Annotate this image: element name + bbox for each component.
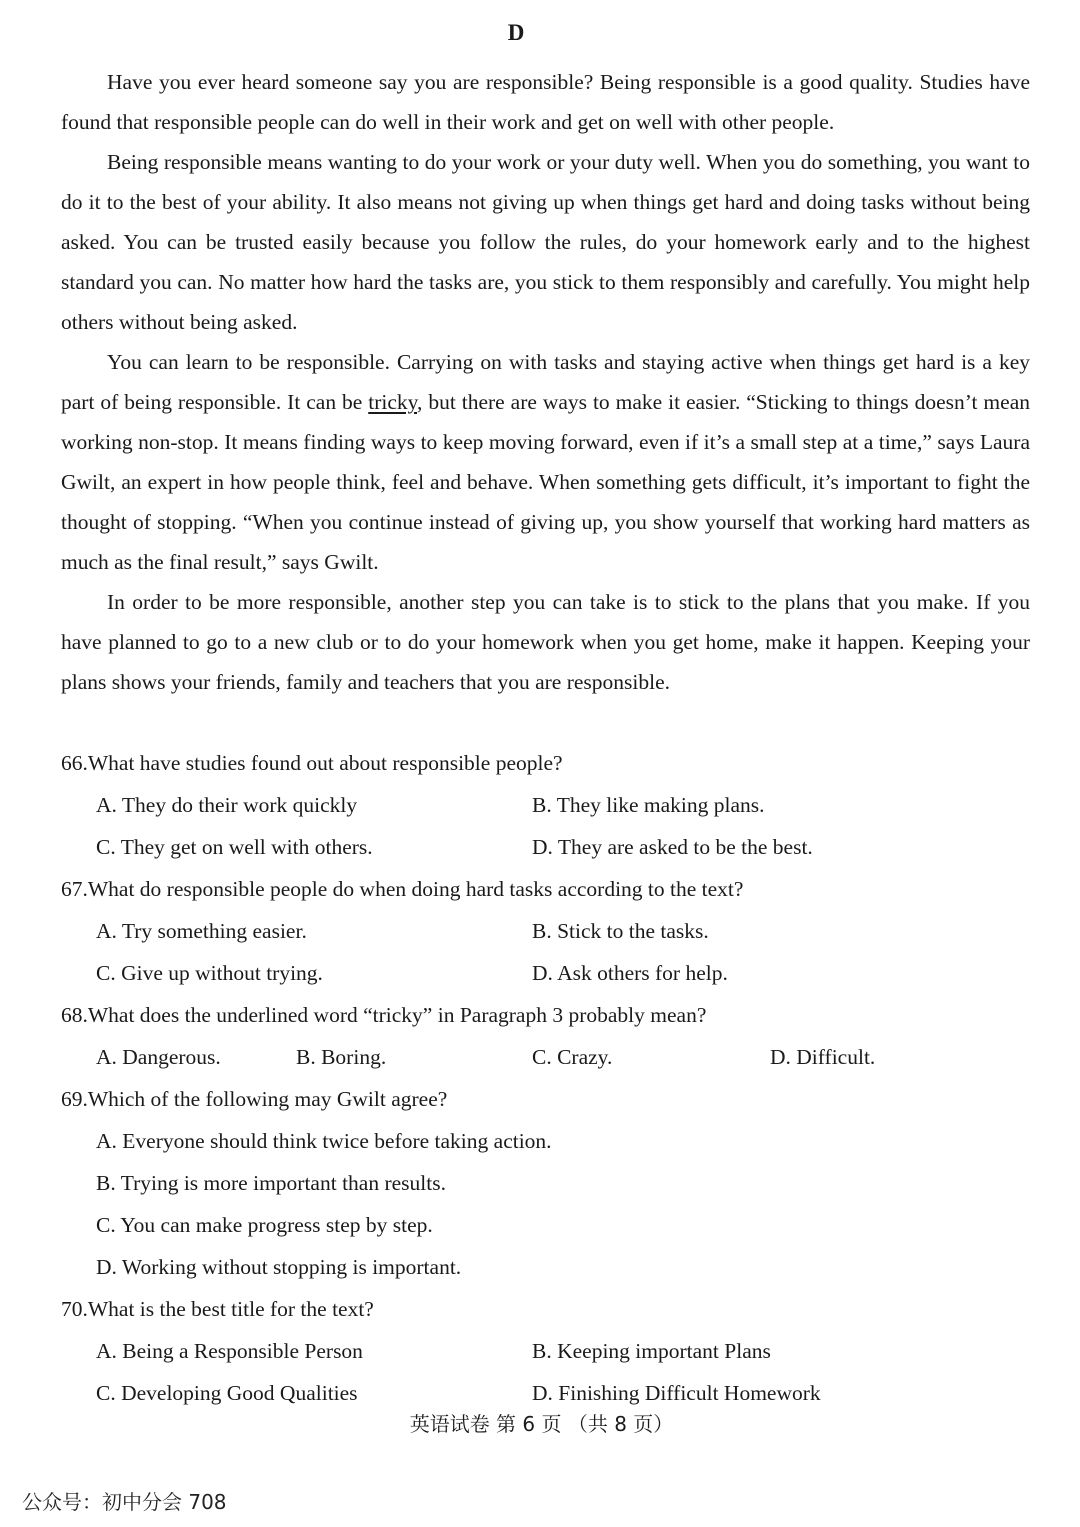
options-row [61,1120,1030,1162]
options-row [61,1162,1030,1204]
page-footer: 英语试卷 第 6 页 （共 8 页） [409,1412,674,1436]
option-a: A. Being a Responsible Person [96,1339,363,1363]
option-b: B. Keeping important Plans [532,1339,771,1363]
paragraph-2: Being responsible means wanting to do your work or your duty well. When you do something, you want to do it to the best of your ability. It also means not giving up when things get hard and doing tasks without being asked. You can be trusted easily because you follow the rules, do your homework early and to the highest standard you can. No matter how hard the tasks are, you stick to them responsibly and carefully. You might help others without being asked. [61,150,1030,334]
options-row [61,1246,1030,1288]
option-d: D. Difficult. [770,1045,876,1069]
options-row [61,1036,1030,1078]
options-row [61,910,1030,952]
option-a: A. Dangerous. [96,1045,221,1069]
option-b: B. Trying is more important than results. [96,1171,446,1195]
question-stem: 68.What does the underlined word “tricky” in Paragraph 3 probably mean? [61,1003,707,1027]
watermark-text: 公众号：初中分会 708 [22,1490,227,1514]
question-68 [61,994,1030,1078]
option-d: D. Finishing Difficult Homework [532,1381,821,1405]
paragraph-3 [61,342,1030,582]
option-b: B. Stick to the tasks. [532,919,709,943]
option-d: D. Ask others for help. [532,961,728,985]
option-d: D. They are asked to be the best. [532,835,813,859]
question-67 [61,868,1030,994]
question-list [61,742,1030,1414]
paragraph-3-part-1: You can learn to be responsible. Carrying on with tasks and staying active when things get hard is a key part of being responsible. It can be [61,350,1030,414]
option-d: D. Working without stopping is important. [96,1255,462,1279]
options-row [61,826,1030,868]
question-66 [61,742,1030,868]
question-stem: 66.What have studies found out about responsible people? [61,751,563,775]
reading-passage [61,62,1030,702]
paragraph-4: In order to be more responsible, another step you can take is to stick to the plans that you make. If you have planned to go to a new club or to do your homework when you get home, make it happen. Keeping your plans shows your friends, family and teachers that you are responsible. [61,590,1030,694]
option-c: C. Crazy. [532,1045,613,1069]
question-stem: 67.What do responsible people do when doing hard tasks according to the text? [61,877,744,901]
option-a: A. They do their work quickly [96,793,358,817]
underlined-word-tricky: tricky [368,390,418,414]
paragraph-1: Have you ever heard someone say you are responsible? Being responsible is a good quality. Studies have found that responsible people can do well in their work and get on well with other people. [61,70,1030,134]
option-c: C. Give up without trying. [96,961,323,985]
question-70 [61,1288,1030,1414]
question-stem: 70.What is the best title for the text? [61,1297,374,1321]
option-b: B. They like making plans. [532,793,765,817]
option-c: C. Developing Good Qualities [96,1381,358,1405]
question-stem: 69.Which of the following may Gwilt agree? [61,1087,448,1111]
options-row [61,952,1030,994]
option-a: A. Everyone should think twice before taking action. [96,1129,552,1153]
question-69 [61,1078,1030,1288]
section-title: D [507,20,525,45]
option-c: C. They get on well with others. [96,835,373,859]
option-b: B. Boring. [296,1045,387,1069]
options-row [61,784,1030,826]
option-a: A. Try something easier. [96,919,307,943]
option-c: C. You can make progress step by step. [96,1213,433,1237]
paragraph-3-part-2: , but there are ways to make it easier. “Sticking to things doesn’t mean working non-stop. It means finding ways to keep moving forward, even if it’s a small step at a time,” says Laura Gwilt, an expert in how people think, feel and behave. When something gets difficult, it’s important to fight the thought of stopping. “When you continue instead of giving up, you show yourself that working hard matters as much as the final result,” says Gwilt. [61,390,1030,574]
options-row [61,1204,1030,1246]
options-row [61,1330,1030,1372]
